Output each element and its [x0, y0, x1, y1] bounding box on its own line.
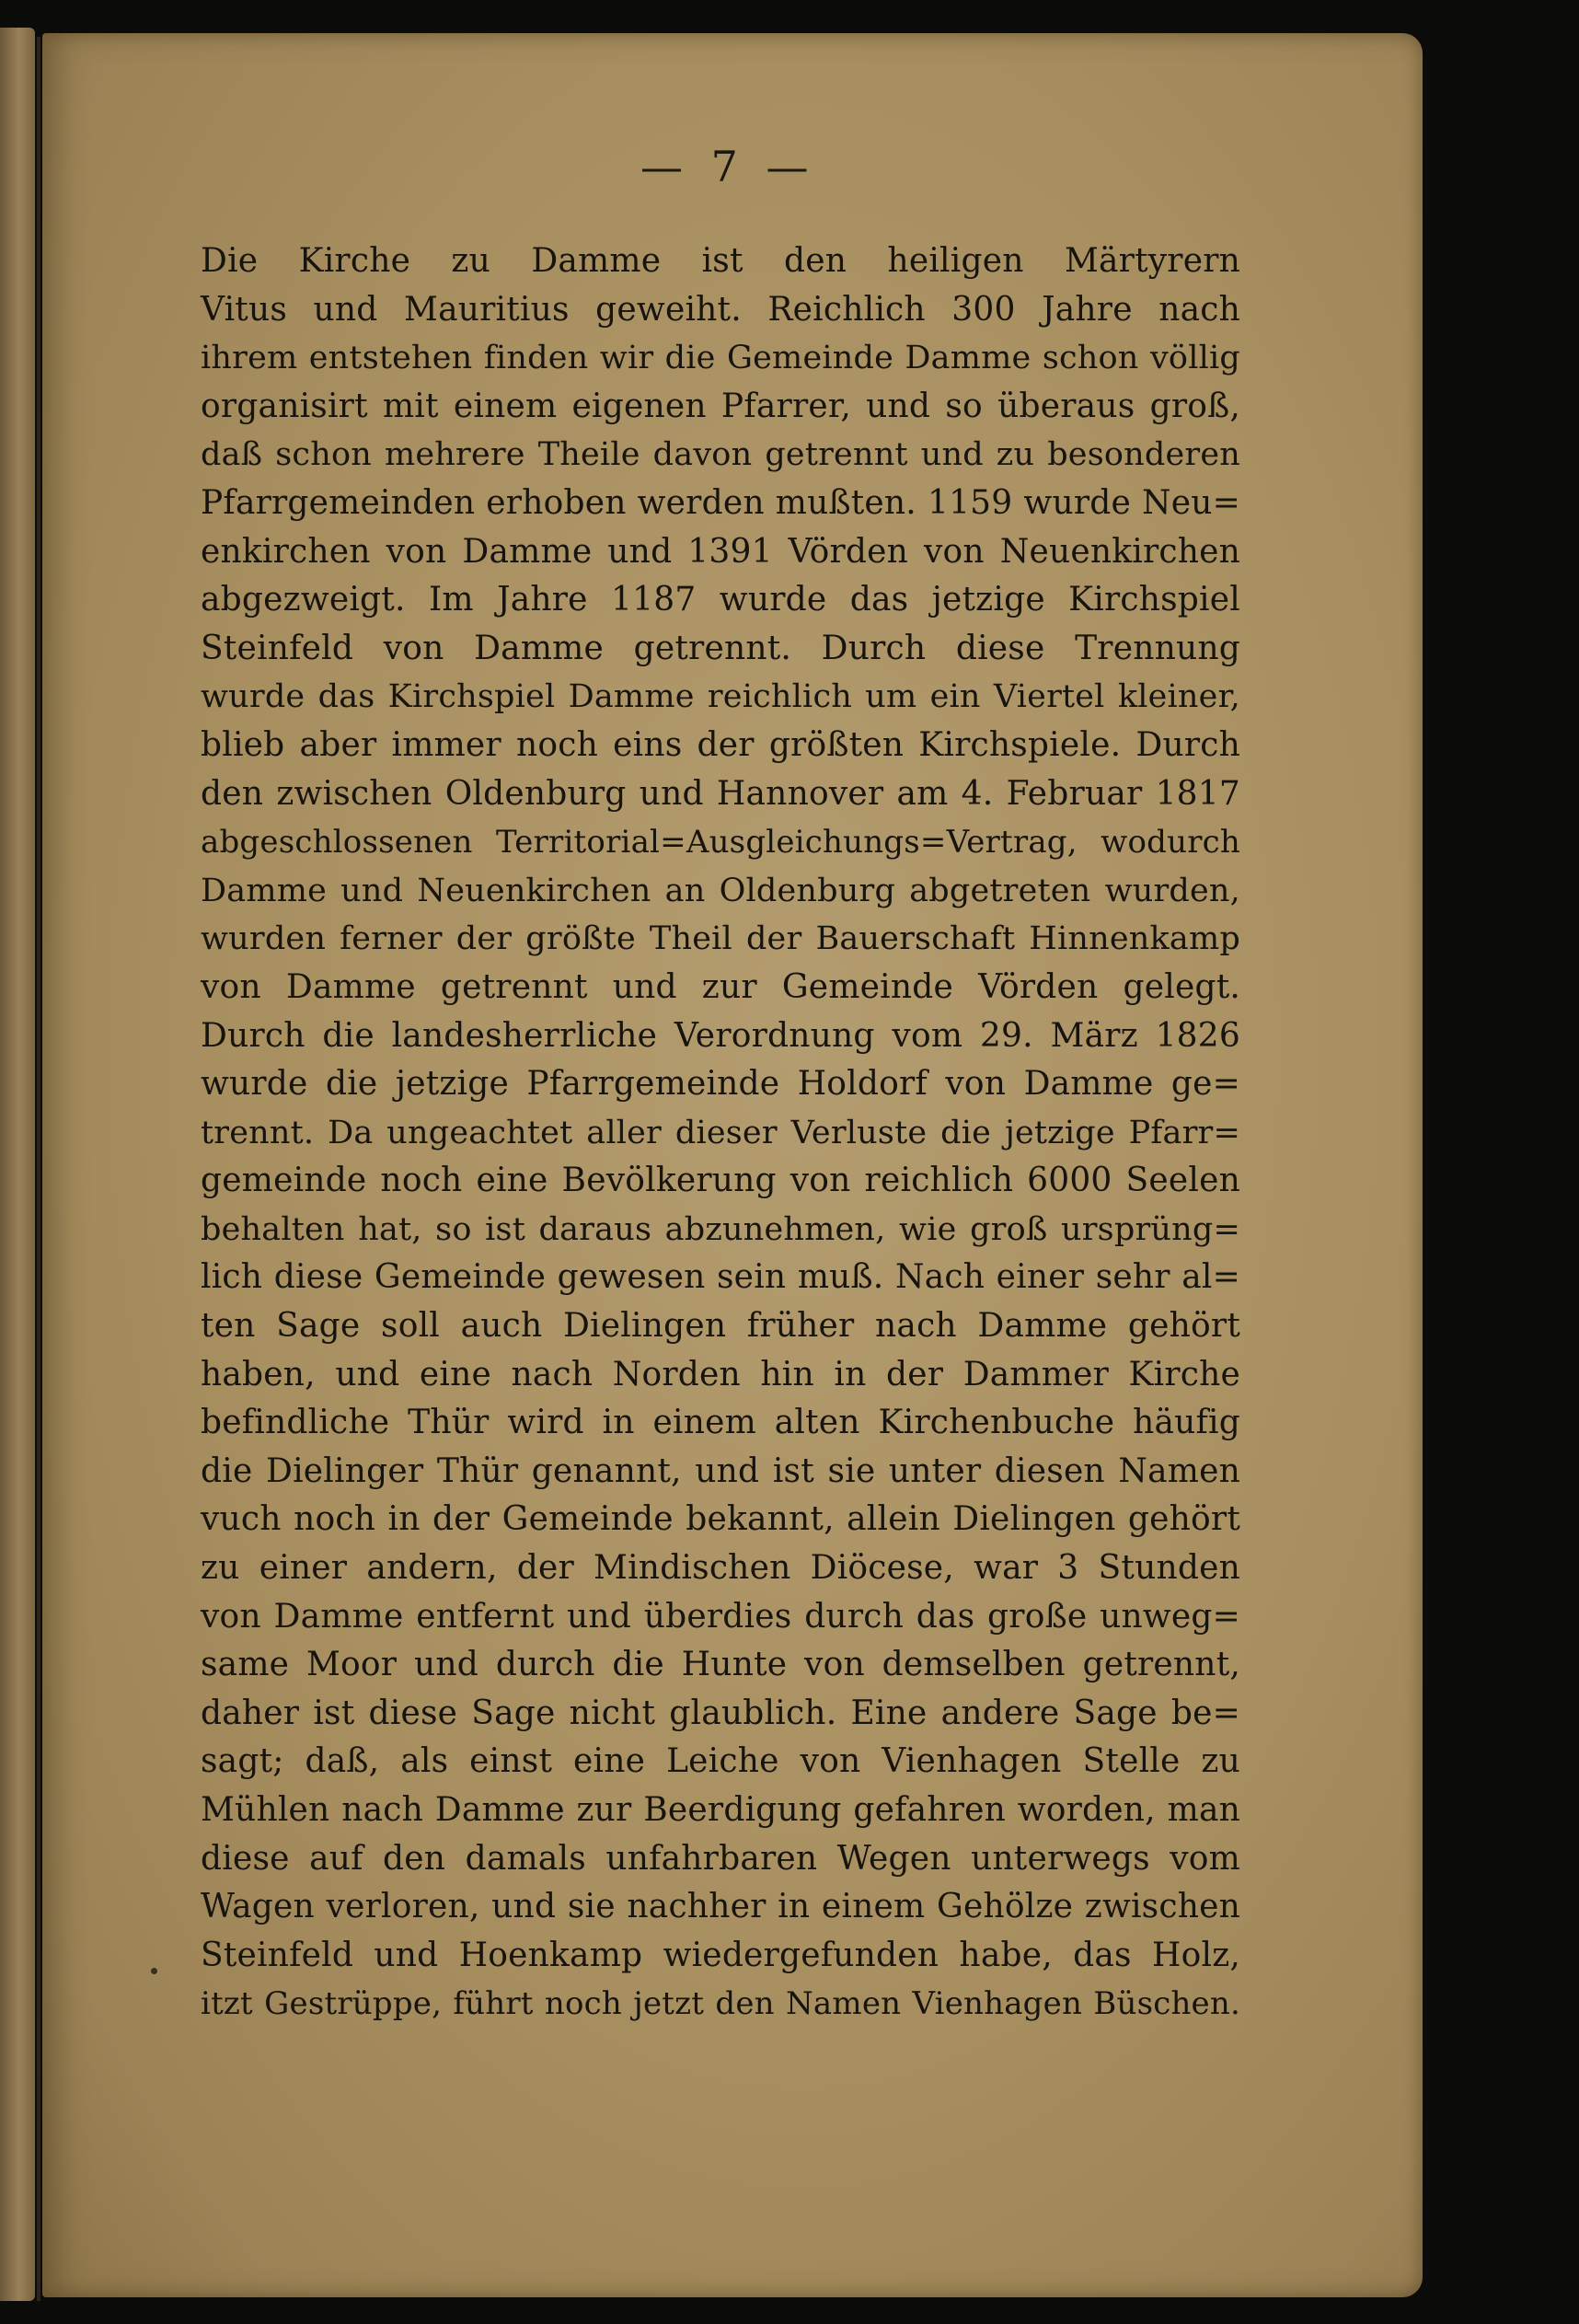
text-line: trennt. Da ungeachtet aller dieser Verluste die jetzige Pfarr= [201, 1114, 1240, 1151]
text-line: den zwischen Oldenburg und Hannover am 4. Februar 1817 [201, 774, 1240, 813]
text-line: sagt; daß, als einst eine Leiche von Vienhagen Stelle zu [201, 1742, 1240, 1781]
text-line: zu einer andern, der Mindischen Diöcese, war 3 Stunden [201, 1549, 1240, 1588]
text-line: befindliche Thür wird in einem alten Kirchenbuche häufig [201, 1404, 1240, 1442]
text-line: daher ist diese Sage nicht glaublich. Eine andere Sage be= [201, 1694, 1240, 1732]
page-number: — 7 — [640, 142, 816, 191]
text-line: diese auf den damals unfahrbaren Wegen unterwegs vom [201, 1839, 1240, 1878]
text-line: abgezweigt. Im Jahre 1187 wurde das jetzige Kirchspiel [201, 581, 1240, 619]
text-line: ihrem entstehen finden wir die Gemeinde Damme schon völlig [201, 340, 1240, 377]
text-line: gemeinde noch eine Bevölkerung von reichlich 6000 Seelen [201, 1162, 1240, 1200]
text-line: blieb aber immer noch eins der größten Kirchspiele. Durch [201, 725, 1240, 764]
text-line: Wagen verloren, und sie nachher in einem Gehölze zwischen [201, 1888, 1240, 1926]
text-line: Durch die landesherrliche Verordnung vom 29. März 1826 [201, 1016, 1240, 1055]
text-line: Damme und Neuenkirchen an Oldenburg abgetreten wurden, [201, 872, 1240, 909]
text-line: haben, und eine nach Norden hin in der Dammer Kirche [201, 1355, 1240, 1393]
text-line: itzt Gestrüppe, führt noch jetzt den Namen Vienhagen Büschen. [201, 1985, 1240, 2023]
text-line: wurde das Kirchspiel Damme reichlich um ein Viertel kleiner, [201, 678, 1240, 716]
text-line: Vitus und Mauritius geweiht. Reichlich 300 Jahre nach [201, 290, 1240, 329]
text-line: von Damme entfernt und überdies durch das große unweg= [201, 1597, 1240, 1636]
text-line: ten Sage soll auch Dielingen früher nach Damme gehört [201, 1307, 1240, 1346]
paper-speck [151, 1968, 157, 1974]
text-line: abgeschlossenen Territorial=Ausgleichungs=Vertrag, wodurch [201, 824, 1240, 861]
text-line: die Dielinger Thür genannt, und ist sie unter diesen Namen [201, 1451, 1240, 1490]
text-line: enkirchen von Damme und 1391 Vörden von Neuenkirchen [201, 532, 1240, 571]
text-line: wurde die jetzige Pfarrgemeinde Holdorf von Damme ge= [201, 1065, 1240, 1104]
text-line: Pfarrgemeinden erhoben werden mußten. 1159 wurde Neu= [201, 483, 1240, 522]
page-sheet [42, 33, 1423, 2297]
text-line: daß schon mehrere Theile davon getrennt und zu besonderen [201, 436, 1240, 474]
text-line: vuch noch in der Gemeinde bekannt, allein Dielingen gehört [201, 1500, 1240, 1539]
text-line: Die Kirche zu Damme ist den heiligen Märtyrern [201, 242, 1240, 280]
book-gutter [37, 37, 40, 2301]
previous-page-edge [0, 28, 35, 2301]
text-line: organisirt mit einem eigenen Pfarrer, und so überaus groß, [201, 387, 1240, 425]
text-line: Mühlen nach Damme zur Beerdigung gefahren worden, man [201, 1791, 1240, 1829]
text-line: von Damme getrennt und zur Gemeinde Vörden gelegt. [201, 967, 1240, 1006]
text-line: same Moor und durch die Hunte von demselben getrennt, [201, 1646, 1240, 1684]
body-text [201, 237, 1240, 2029]
text-line: behalten hat, so ist daraus abzunehmen, wie groß ursprüng= [201, 1210, 1240, 1248]
text-line: wurden ferner der größte Theil der Bauerschaft Hinnenkamp [201, 920, 1240, 958]
text-line: Steinfeld und Hoenkamp wiedergefunden habe, das Holz, [201, 1936, 1240, 1974]
text-line: lich diese Gemeinde gewesen sein muß. Nach einer sehr al= [201, 1258, 1240, 1297]
text-line: Steinfeld von Damme getrennt. Durch diese Trennung [201, 629, 1240, 667]
